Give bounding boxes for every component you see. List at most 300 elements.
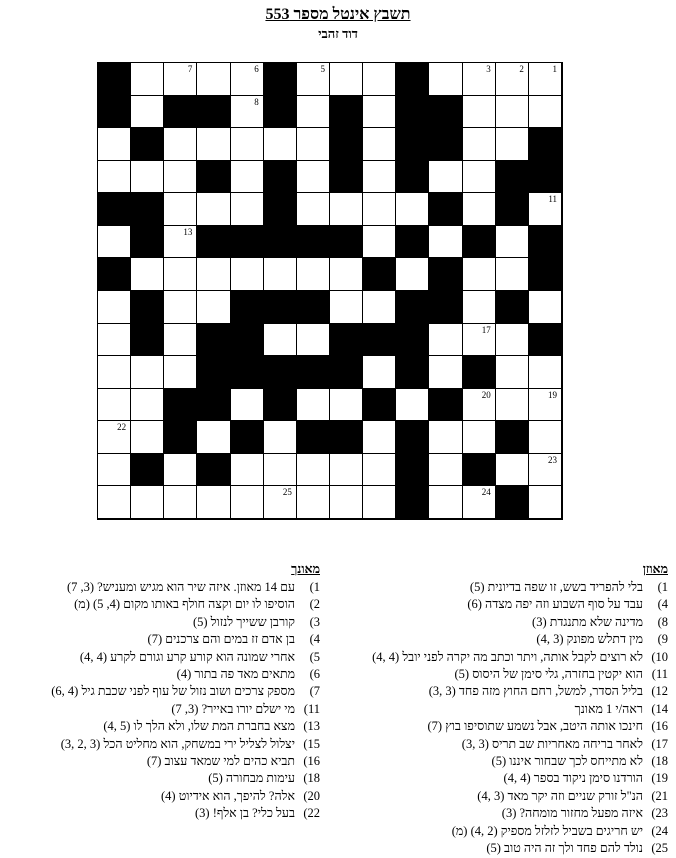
down-clue — [8, 736, 320, 753]
grid-cell[interactable] — [429, 486, 462, 519]
grid-cell[interactable] — [463, 128, 496, 161]
grid-cell[interactable] — [529, 454, 562, 487]
grid-cell[interactable] — [264, 324, 297, 357]
black-cell — [396, 291, 429, 324]
black-cell — [396, 128, 429, 161]
black-cell — [264, 291, 297, 324]
grid-cell[interactable] — [264, 454, 297, 487]
grid-cell[interactable] — [297, 63, 330, 96]
cell-number: 17 — [481, 324, 491, 335]
grid-cell[interactable] — [98, 421, 131, 454]
black-cell — [429, 128, 462, 161]
across-clue — [338, 788, 668, 805]
clue-text: בן אדם זז במים והם צרכנים (7) — [147, 632, 295, 647]
black-cell — [264, 96, 297, 129]
grid-cell[interactable] — [496, 128, 529, 161]
grid-cell[interactable] — [529, 63, 562, 96]
grid-cell[interactable] — [463, 96, 496, 129]
cell-number: 2 — [519, 64, 524, 74]
grid-cell[interactable] — [363, 128, 396, 161]
grid-cell[interactable] — [98, 291, 131, 324]
clue-text: אחרי שמונה הוא קורע קרע וגורם לקרע (4 ,4) — [79, 649, 295, 664]
grid-cell[interactable] — [463, 258, 496, 291]
clue-number: 3) — [309, 614, 320, 629]
black-cell — [264, 193, 297, 226]
black-cell — [297, 226, 330, 259]
clue-text: בלי להפריד בשש, זו שפה בדיונית (5) — [469, 580, 643, 594]
clue-text: מדינה שלא מתנגדת (3) — [532, 614, 643, 629]
clue-text: חינכו אותה היטב, אבל נשמע שתוסיפו בוץ (7) — [427, 719, 643, 734]
black-cell — [330, 226, 363, 259]
clue-text: מספק צרכים ושוב נזול של עוף לפני שכבת גיל (4 ,6) — [51, 684, 295, 699]
grid-cell[interactable] — [98, 356, 131, 389]
across-clue — [338, 753, 668, 770]
grid-cell[interactable] — [164, 193, 197, 226]
down-clues — [8, 562, 320, 823]
grid-cell[interactable] — [363, 63, 396, 96]
black-cell — [330, 161, 363, 194]
grid-cell[interactable] — [197, 63, 230, 96]
black-cell — [496, 161, 529, 194]
black-cell — [330, 356, 363, 389]
across-clue — [338, 596, 668, 613]
black-cell — [131, 324, 164, 357]
grid-cell[interactable] — [98, 161, 131, 194]
black-cell — [463, 226, 496, 259]
black-cell — [264, 226, 297, 259]
black-cell — [197, 356, 230, 389]
black-cell — [131, 454, 164, 487]
grid-cell[interactable] — [529, 96, 562, 129]
clue-number: 22) — [303, 806, 320, 821]
across-clue — [338, 770, 668, 787]
black-cell — [264, 161, 297, 194]
clue-text: הנ"ל זורק שניים וזה יקר מאד (3 ,4) — [477, 788, 643, 803]
black-cell — [396, 324, 429, 357]
clue-text: מין דתלש מפונק (3 ,4) — [536, 632, 643, 647]
black-cell — [264, 389, 297, 422]
clue-number: 18) — [651, 754, 668, 769]
grid-cell[interactable] — [98, 486, 131, 519]
grid-cell[interactable] — [164, 454, 197, 487]
grid-cell[interactable] — [496, 389, 529, 422]
grid-cell[interactable] — [396, 258, 429, 291]
grid-cell[interactable] — [496, 356, 529, 389]
clue-text: איזה מפעל מחזור מומחה? (3) — [501, 806, 643, 821]
grid-cell[interactable] — [396, 389, 429, 422]
grid-cell[interactable] — [197, 291, 230, 324]
black-cell — [396, 454, 429, 487]
black-cell — [231, 291, 264, 324]
clue-number: 18) — [303, 771, 320, 786]
black-cell — [463, 356, 496, 389]
black-cell — [131, 291, 164, 324]
down-clue — [8, 701, 320, 718]
black-cell — [98, 258, 131, 291]
grid-cell[interactable] — [529, 193, 562, 226]
black-cell — [496, 421, 529, 454]
down-clue — [8, 614, 320, 631]
black-cell — [231, 226, 264, 259]
grid-cell[interactable] — [463, 161, 496, 194]
grid-cell[interactable] — [197, 128, 230, 161]
grid-cell[interactable] — [98, 454, 131, 487]
down-clue — [8, 666, 320, 683]
clue-number: 20) — [303, 788, 320, 803]
down-clue — [8, 753, 320, 770]
grid-cell[interactable] — [98, 324, 131, 357]
down-clue — [8, 770, 320, 787]
grid-cell[interactable] — [363, 421, 396, 454]
down-clue — [8, 788, 320, 805]
black-cell — [264, 356, 297, 389]
black-cell — [396, 63, 429, 96]
grid-cell[interactable] — [98, 389, 131, 422]
across-clue — [338, 649, 668, 666]
clue-text: לא רוצים לקבל אותה, ויתר וכתב מה יקרה לפני יובל (4 ,4) — [372, 649, 643, 664]
black-cell — [131, 193, 164, 226]
clue-number: 15) — [303, 736, 320, 751]
grid-cell[interactable] — [330, 258, 363, 291]
grid-cell[interactable] — [231, 193, 264, 226]
grid-cell[interactable] — [297, 324, 330, 357]
across-clue — [338, 823, 668, 840]
black-cell — [429, 193, 462, 226]
clue-text: מי ישלם יורו באייר? (3, 7) — [171, 701, 295, 716]
cell-number: 24 — [481, 487, 491, 498]
grid-cell[interactable] — [496, 96, 529, 129]
clue-text: הורדנו סימן ניקוד בספר (4 ,4) — [503, 771, 643, 786]
grid-cell[interactable] — [463, 486, 496, 519]
black-cell — [197, 324, 230, 357]
clue-text: ראה/י 1 מאונך — [574, 701, 643, 716]
black-cell — [297, 421, 330, 454]
grid-cell[interactable] — [529, 291, 562, 324]
grid-cell[interactable] — [463, 324, 496, 357]
author-name: דוד זהבי — [318, 26, 358, 41]
grid-cell[interactable] — [330, 389, 363, 422]
black-cell — [529, 258, 562, 291]
grid-cell[interactable] — [231, 161, 264, 194]
grid-cell[interactable] — [463, 389, 496, 422]
clue-number: 13) — [303, 719, 320, 734]
black-cell — [330, 421, 363, 454]
grid-cell[interactable] — [98, 128, 131, 161]
clue-number: 8) — [657, 614, 668, 629]
puzzle-title: תשבץ אינטל מספר 553 — [265, 6, 411, 23]
across-clue — [338, 701, 668, 718]
grid-cell[interactable] — [131, 356, 164, 389]
grid-cell[interactable] — [164, 63, 197, 96]
black-cell — [396, 421, 429, 454]
clue-number: 19) — [651, 771, 668, 786]
clue-number: 2) — [309, 597, 320, 612]
crossword-grid — [97, 62, 563, 520]
grid-cell[interactable] — [197, 258, 230, 291]
black-cell — [197, 454, 230, 487]
black-cell — [363, 389, 396, 422]
grid-cell[interactable] — [429, 226, 462, 259]
grid-cell[interactable] — [197, 193, 230, 226]
clue-number: 25) — [651, 841, 668, 856]
grid-cell[interactable] — [363, 356, 396, 389]
clue-number: 12) — [651, 684, 668, 699]
across-clues — [338, 562, 668, 858]
grid-cell[interactable] — [363, 454, 396, 487]
grid-cell[interactable] — [363, 486, 396, 519]
clue-number: 23) — [651, 806, 668, 821]
grid-cell[interactable] — [330, 291, 363, 324]
black-cell — [463, 454, 496, 487]
grid-cell[interactable] — [330, 486, 363, 519]
cell-number: 1 — [552, 64, 557, 74]
black-cell — [197, 161, 230, 194]
grid-cell[interactable] — [330, 63, 363, 96]
clue-number: 10) — [651, 649, 668, 664]
black-cell — [197, 96, 230, 129]
cell-number: 7 — [187, 64, 193, 74]
grid-cell[interactable] — [197, 486, 230, 519]
grid-cell[interactable] — [131, 161, 164, 194]
grid-cell[interactable] — [164, 324, 197, 357]
across-clue — [338, 736, 668, 753]
grid-cell[interactable] — [231, 63, 264, 96]
clue-number: 4) — [309, 632, 320, 647]
grid-cell[interactable] — [496, 258, 529, 291]
black-cell — [330, 96, 363, 129]
grid-cell[interactable] — [231, 128, 264, 161]
clue-number: 1) — [657, 580, 668, 594]
grid-cell[interactable] — [164, 486, 197, 519]
black-cell — [231, 356, 264, 389]
clue-number: 11) — [303, 701, 320, 716]
down-clue — [8, 683, 320, 700]
clue-text: אלה? להיפך, הוא אידיוט (4) — [160, 788, 295, 803]
grid-cell[interactable] — [231, 96, 264, 129]
grid-cell[interactable] — [131, 258, 164, 291]
clue-text: הוא יקטין בחזרה, גלי סימן של היסוס (5) — [454, 667, 643, 682]
grid-cell[interactable] — [496, 324, 529, 357]
clue-number: 7) — [309, 684, 320, 699]
grid-cell[interactable] — [131, 96, 164, 129]
clue-number: 9) — [657, 632, 668, 647]
clue-text: בליל הסדר, למשל, רחם החוץ מזה פחד (3 ,3) — [428, 684, 643, 699]
black-cell — [164, 421, 197, 454]
grid-cell[interactable] — [297, 454, 330, 487]
black-cell — [396, 486, 429, 519]
cell-number: 11 — [548, 194, 557, 205]
grid-cell[interactable] — [330, 454, 363, 487]
clue-text: יצלול לצליל ירי במשחק, הוא מחליט הכל (3 ,2 ,3) — [60, 736, 295, 751]
grid-cell[interactable] — [529, 356, 562, 389]
black-cell — [429, 96, 462, 129]
clue-text: הוסיפו לו יום וקצה חולף באותו מקום (4, 5) (מ) — [74, 597, 295, 612]
grid-cell[interactable] — [131, 486, 164, 519]
grid-cell[interactable] — [297, 389, 330, 422]
black-cell — [529, 128, 562, 161]
clue-text: יש חריגים בשביל לזלזל מספיק (2 ,4) (מ) — [451, 823, 643, 838]
clue-number: 11) — [651, 667, 668, 682]
grid-cell[interactable] — [496, 454, 529, 487]
grid-cell[interactable] — [496, 226, 529, 259]
grid-cell[interactable] — [297, 193, 330, 226]
black-cell — [396, 96, 429, 129]
black-cell — [330, 128, 363, 161]
black-cell — [297, 356, 330, 389]
cell-number: 19 — [547, 389, 557, 400]
grid-cell[interactable] — [264, 486, 297, 519]
grid-cell[interactable] — [297, 128, 330, 161]
grid-cell[interactable] — [164, 291, 197, 324]
black-cell — [363, 258, 396, 291]
clue-text: קורבן ששייך לנזול (5) — [192, 614, 295, 629]
down-clue — [8, 631, 320, 648]
clue-number: 16) — [651, 719, 668, 734]
grid-cell[interactable] — [396, 193, 429, 226]
grid-cell[interactable] — [429, 454, 462, 487]
black-cell — [496, 486, 529, 519]
grid-cell[interactable] — [297, 96, 330, 129]
across-clue — [338, 666, 668, 683]
clue-text: בעל כלי? בן אלף! (3) — [194, 806, 295, 821]
across-clue — [338, 614, 668, 631]
clue-text: מצא בחברת המת שלו, ולא הלך לו (5 ,4) — [103, 719, 295, 734]
grid-cell[interactable] — [529, 389, 562, 422]
grid-cell[interactable] — [231, 486, 264, 519]
black-cell — [396, 161, 429, 194]
clue-number: 4) — [657, 597, 668, 612]
clue-number: 5) — [309, 649, 320, 664]
grid-cell[interactable] — [363, 291, 396, 324]
grid-cell[interactable] — [131, 63, 164, 96]
black-cell — [529, 226, 562, 259]
black-cell — [231, 324, 264, 357]
across-clue — [338, 805, 668, 822]
grid-cell[interactable] — [496, 63, 529, 96]
down-clue — [8, 579, 320, 596]
down-heading: מאונך — [291, 562, 320, 576]
grid-cell[interactable] — [529, 421, 562, 454]
grid-cell[interactable] — [164, 356, 197, 389]
grid-cell[interactable] — [463, 63, 496, 96]
clue-number: 16) — [303, 754, 320, 769]
grid-cell[interactable] — [231, 258, 264, 291]
black-cell — [496, 291, 529, 324]
black-cell — [164, 96, 197, 129]
cell-number: 20 — [481, 389, 491, 400]
black-cell — [496, 193, 529, 226]
grid-cell[interactable] — [463, 421, 496, 454]
grid-cell[interactable] — [131, 421, 164, 454]
clue-number: 1) — [309, 580, 320, 594]
black-cell — [429, 258, 462, 291]
grid-cell[interactable] — [264, 421, 297, 454]
grid-cell[interactable] — [363, 96, 396, 129]
black-cell — [363, 324, 396, 357]
clue-number: 14) — [651, 701, 668, 716]
down-clue — [8, 596, 320, 613]
cell-number: 22 — [117, 422, 127, 433]
grid-cell[interactable] — [363, 161, 396, 194]
black-cell — [330, 324, 363, 357]
cell-number: 23 — [547, 454, 557, 465]
across-heading: מאוזן — [642, 562, 668, 576]
clue-text: נולד להם פחד ולך זה היה טוב (5) — [486, 841, 643, 856]
grid-cell[interactable] — [429, 324, 462, 357]
black-cell — [98, 96, 131, 129]
black-cell — [98, 193, 131, 226]
across-clue — [338, 718, 668, 735]
black-cell — [529, 324, 562, 357]
down-clue — [8, 649, 320, 666]
grid-cell[interactable] — [164, 226, 197, 259]
black-cell — [197, 226, 230, 259]
grid-cell[interactable] — [297, 161, 330, 194]
grid-cell[interactable] — [131, 389, 164, 422]
clue-text: תביא כהים למי שמאד עצוב (7) — [146, 754, 295, 769]
across-clue — [338, 579, 668, 596]
black-cell — [529, 161, 562, 194]
across-clue — [338, 683, 668, 700]
grid-cell[interactable] — [231, 454, 264, 487]
grid-cell[interactable] — [264, 258, 297, 291]
grid-cell[interactable] — [363, 226, 396, 259]
grid-cell[interactable] — [463, 193, 496, 226]
across-clue — [338, 631, 668, 648]
black-cell — [396, 226, 429, 259]
cell-number: 3 — [486, 64, 491, 74]
grid-cell[interactable] — [197, 421, 230, 454]
grid-cell[interactable] — [330, 193, 363, 226]
clue-text: עם 14 מאוזן. איזה שיר הוא מגיש ומעניש? (3, 7) — [66, 580, 295, 594]
down-clue — [8, 718, 320, 735]
black-cell — [297, 291, 330, 324]
cell-number: 8 — [254, 96, 259, 107]
clue-text: עימות מבחורה (5) — [208, 771, 295, 786]
clue-number: 24) — [651, 823, 668, 838]
cell-number: 13 — [183, 226, 193, 237]
grid-cell[interactable] — [297, 486, 330, 519]
grid-cell[interactable] — [98, 226, 131, 259]
clue-text: לא מתייחס לכך שבחור איננו (5) — [491, 754, 643, 769]
clue-number: 6) — [309, 667, 320, 682]
clue-number: 17) — [651, 736, 668, 751]
cell-number: 6 — [254, 64, 259, 74]
black-cell — [131, 128, 164, 161]
grid-cell[interactable] — [429, 161, 462, 194]
grid-cell[interactable] — [463, 291, 496, 324]
grid-cell[interactable] — [429, 356, 462, 389]
clue-text: לאחר בריחה מאחריות שב תריס (3 ,3) — [461, 736, 643, 751]
black-cell — [264, 63, 297, 96]
black-cell — [197, 389, 230, 422]
grid-cell[interactable] — [297, 258, 330, 291]
black-cell — [98, 63, 131, 96]
cell-number: 25 — [282, 487, 292, 498]
grid-cell[interactable] — [264, 128, 297, 161]
grid-cell[interactable] — [231, 389, 264, 422]
grid-cell[interactable] — [529, 486, 562, 519]
grid-cell[interactable] — [429, 421, 462, 454]
grid-cell[interactable] — [164, 161, 197, 194]
black-cell — [396, 356, 429, 389]
grid-cell[interactable] — [164, 128, 197, 161]
grid-cell[interactable] — [164, 258, 197, 291]
black-cell — [231, 421, 264, 454]
grid-cell[interactable] — [429, 63, 462, 96]
grid-cell[interactable] — [363, 193, 396, 226]
black-cell — [429, 389, 462, 422]
